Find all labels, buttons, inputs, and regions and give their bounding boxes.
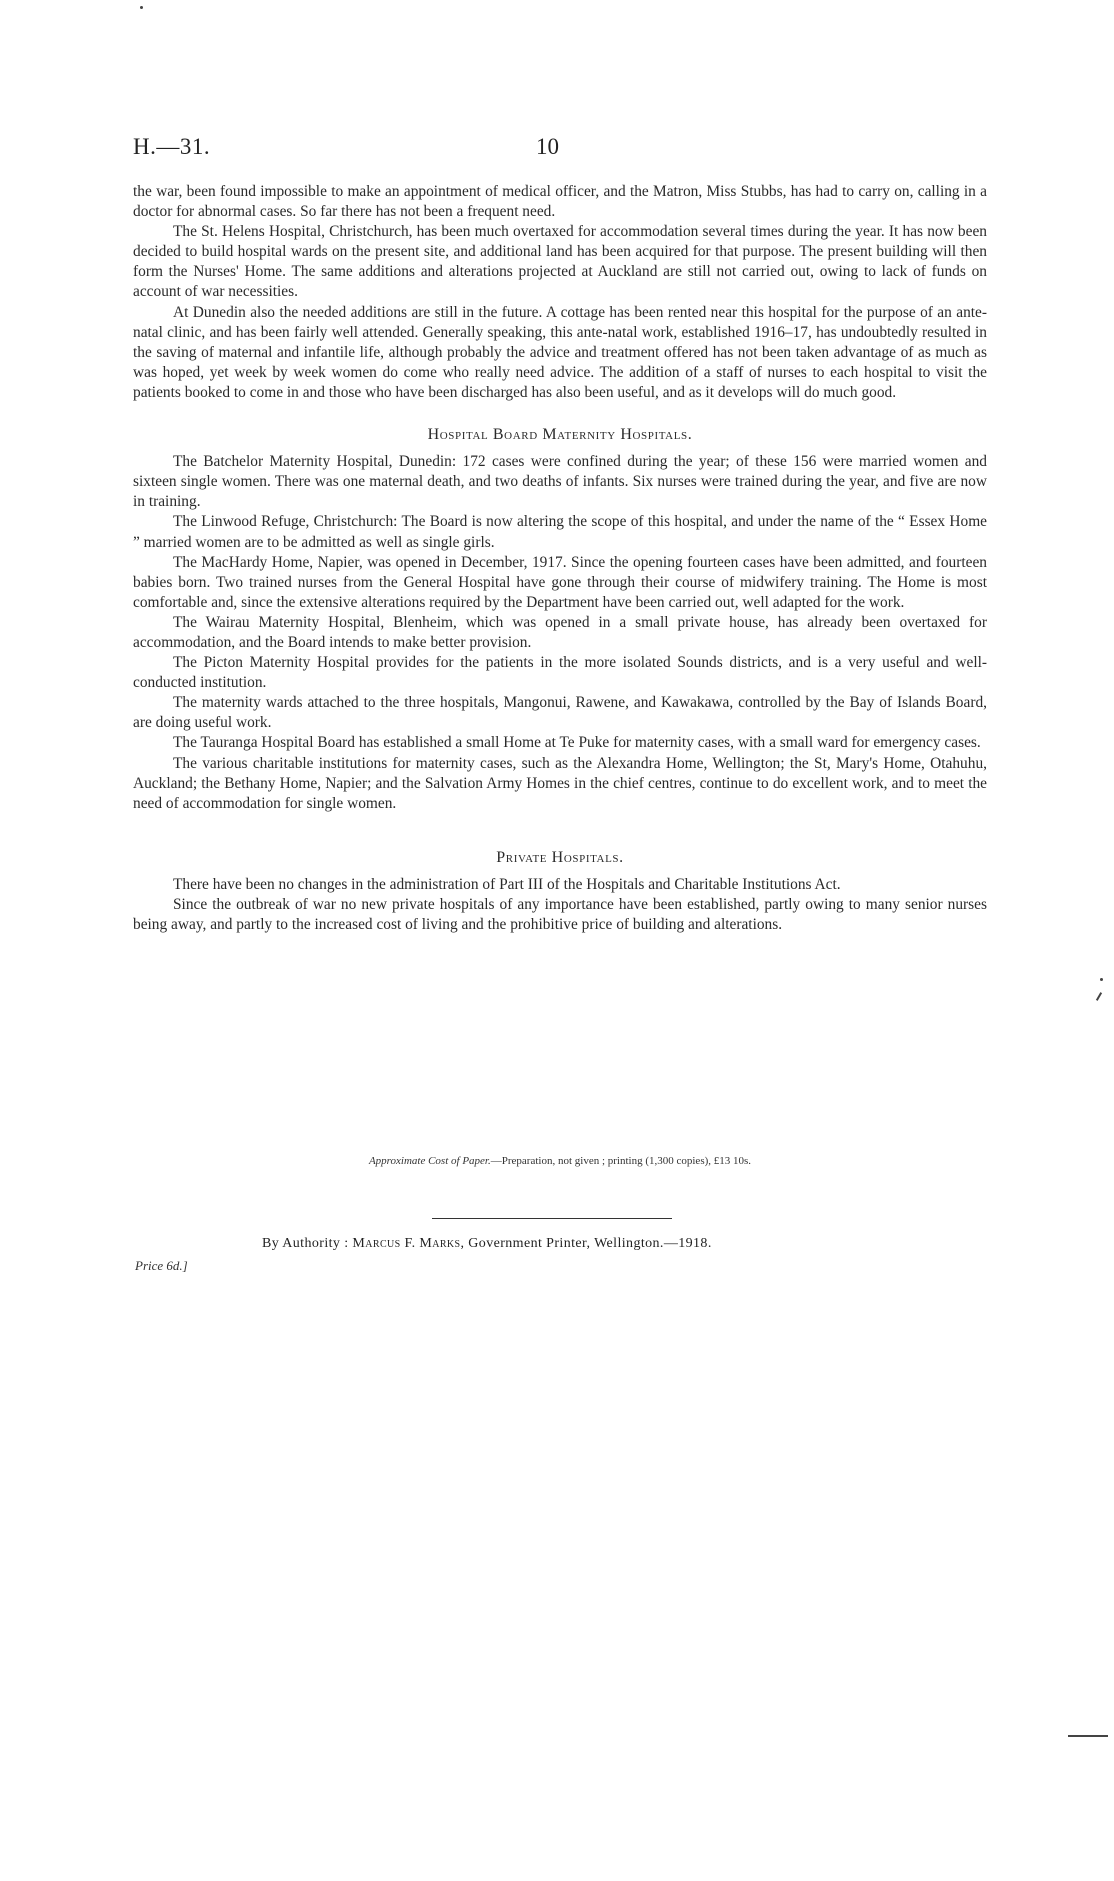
paragraph: There have been no changes in the administration of Part III of the Hospitals and Charitable Institutions Act. (173, 875, 841, 893)
authority-prefix: By Authority : (262, 1236, 349, 1251)
paragraph: At Dunedin also the needed additions are still in the future. A cottage has been rented near this hospital for the purpose of an ante-natal clinic, and has been fairly well attended. Generally speaking, this ante-natal work, established 1916–17, has undoubtedly resulted in the saving of maternal and infantile life, although probably the advice and treatment offered has not been taken advantage of as much as was hoped, yet week by week women do come who really need advice. The addition of a staff of nurses to each hospital to visit the patients booked to come in and those who have been discharged has also been useful, and as it develops will do much good. (133, 303, 987, 401)
section-heading-private-hospitals: Private Hospitals. (496, 848, 624, 866)
paragraph: The various charitable institutions for maternity cases, such as the Alexandra Home, Wellington; the St, Mary's Home, Otahuhu, Auckland; the Bethany Home, Napier; and the Salvation Army Homes in the chief centres, continue to do excellent work, and to meet the need of accommodation for single women. (133, 754, 987, 812)
paragraph: the war, been found impossible to make an appointment of medical officer, and the Matron, Miss Stubbs, has had to carry on, calling in a doctor for abnormal cases. So far there has not been a frequent need. (133, 183, 987, 221)
paragraph: The MacHardy Home, Napier, was opened in December, 1917. Since the opening fourteen cases have been admitted, and fourteen babies born. Two trained nurses from the General Hospital have gone through their course of midwifery training. The Home is most comfortable and, since the extensive alterations required by the Department have been carried out, well adapted for the work. (133, 553, 987, 611)
paragraph: The Linwood Refuge, Christchurch: The Board is now altering the scope of this hospital, and under the name of the “ Essex Home ” married women are to be admitted as well as single girls. (133, 513, 987, 551)
paragraph: Since the outbreak of war no new private hospitals of any importance have been established, partly owing to many senior nurses being away, and partly to the increased cost of living and the prohibitive price of building and alterations. (133, 896, 987, 934)
cost-text: —Preparation, not given ; printing (1,300 copies), £13 10s. (490, 1155, 752, 1167)
paragraph: The St. Helens Hospital, Christchurch, has been much overtaxed for accommodation several times during the year. It has now been decided to build hospital wards on the present site, and additional land has been acquired for that purpose. The present building will then form the Nurses' Home. The same additions and alterations projected at Auckland are still not carried out, owing to lack of funds on account of war necessities. (133, 223, 987, 301)
section-heading-hospital-board: Hospital Board Maternity Hospitals. (427, 426, 693, 444)
scan-speck (1096, 992, 1102, 1001)
paragraph: The maternity wards attached to the three hospitals, Mangonui, Rawene, and Kawakawa, controlled by the Bay of Islands Board, are doing useful work. (133, 694, 987, 732)
scan-speck (1068, 1735, 1108, 1737)
divider-rule (432, 1218, 672, 1219)
printer-name: Marcus F. Marks (352, 1236, 461, 1251)
cost-label: Approximate Cost of Paper. (368, 1155, 491, 1167)
scan-speck (140, 6, 143, 9)
paragraph: The Picton Maternity Hospital provides for the patients in the more isolated Sounds districts, and is a very useful and well-conducted institution. (133, 654, 987, 692)
scan-speck (1100, 978, 1103, 981)
authority-line (262, 1236, 712, 1252)
page-number: 10 (536, 134, 559, 159)
paragraph: The Tauranga Hospital Board has established a small Home at Te Puke for maternity cases, with a small ward for emergency cases. (173, 734, 981, 752)
printer-suffix: , Government Printer, Wellington.—1918. (460, 1236, 712, 1251)
paragraph: The Batchelor Maternity Hospital, Dunedin: 172 cases were confined during the year; of these 156 were married women and sixteen single women. There was one maternal death, and two deaths of infants. Six nurses were trained during the year, and five are now in training. (133, 453, 987, 511)
cost-of-paper-note (270, 1155, 850, 1167)
document-code: H.—31. (133, 134, 211, 159)
price-label: Price 6d.] (135, 1258, 188, 1273)
paragraph: The Wairau Maternity Hospital, Blenheim, which was opened in a small private house, has already been overtaxed for accommodation, and the Board intends to make better provision. (133, 613, 987, 651)
body-text (133, 182, 987, 935)
